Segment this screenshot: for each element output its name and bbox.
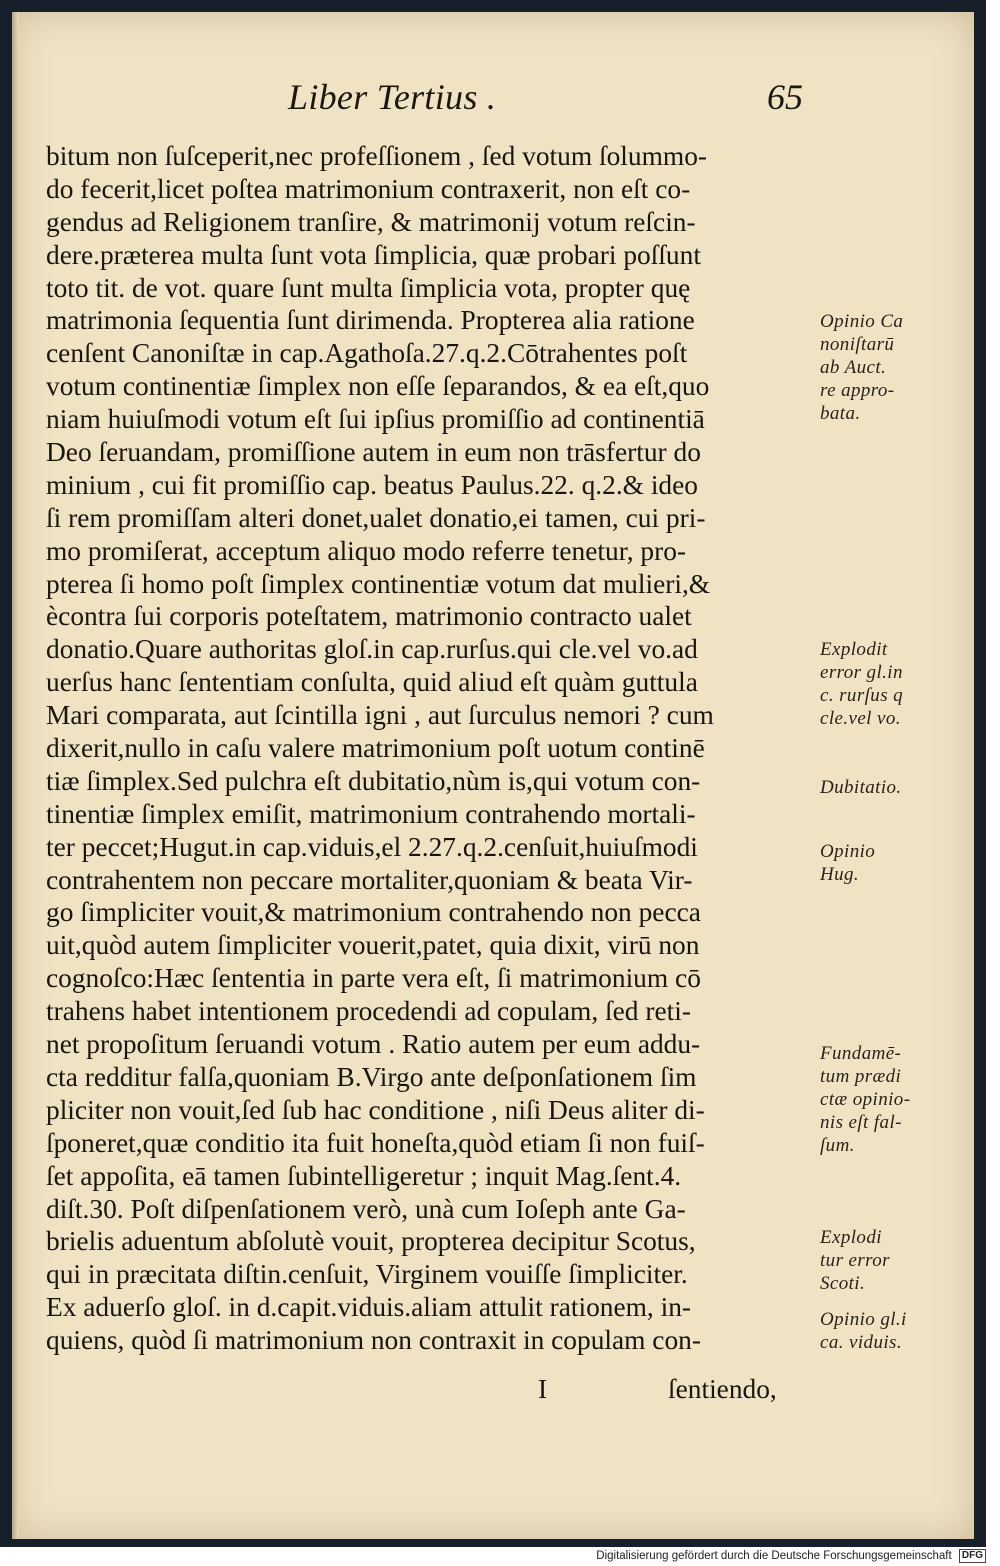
margin-note-line: Opinio (820, 841, 876, 862)
running-head: Liber Tertius . (288, 77, 497, 117)
margin-note-line: tur error (820, 1250, 890, 1271)
credit-text: Digitalisierung gefördert durch die Deutsche Forschungsgemeinschaft (596, 1550, 952, 1562)
text-line: Deo ſeruandam, promiſſione autem in eum non trāsfertur do (46, 437, 701, 468)
margin-note (820, 638, 970, 730)
margin-note-line: ctæ opinio- (820, 1089, 911, 1110)
text-line: mo promiſerat, acceptum aliquo modo referre tenetur, pro- (46, 535, 687, 566)
margin-note (820, 776, 970, 799)
margin-note (820, 1042, 970, 1157)
margin-note-line: nis eſt fal- (820, 1112, 902, 1133)
text-line: pliciter non vouit,ſed ſub hac conditione , niſi Deus aliter di- (46, 1094, 705, 1125)
margin-note-line: tum prædi (820, 1066, 902, 1087)
book-page (12, 12, 974, 1539)
text-line: uit,quòd autem ſimpliciter vouerit,patet, quia dixit, virū non (46, 930, 700, 961)
body-text (46, 140, 816, 1357)
text-line: toto tit. de vot. quare ſunt multa ſimplicia vota, propter quę (46, 272, 691, 303)
margin-note (820, 1308, 970, 1354)
text-line: tinentiæ ſimplex emiſit, matrimonium contrahendo mortali- (46, 798, 696, 829)
text-line: do fecerit,licet poſtea matrimonium contraxerit, non eſt co- (46, 173, 691, 204)
catchword: ſentiendo, (668, 1374, 777, 1404)
text-line: dere.præterea multa ſunt vota ſimplicia, quæ probari poſſunt (46, 239, 701, 270)
margin-note (820, 310, 970, 425)
text-line: matrimonia ſequentia ſunt dirimenda. Propterea alia ratione (46, 305, 695, 336)
text-line: cta redditur falſa,quoniam B.Virgo ante deſponſationem ſim (46, 1061, 697, 1092)
text-line: votum continentiæ ſimplex non eſſe ſeparandos, & ea eſt,quo (46, 371, 710, 402)
margin-note-line: error gl.in (820, 662, 903, 683)
margin-note-line: Dubitatio. (820, 777, 902, 798)
text-line: niam huiuſmodi votum eſt ſui ipſius promiſſio ad continentiā (46, 404, 705, 435)
margin-note-line: Opinio Ca (820, 311, 904, 332)
text-line: tiæ ſimplex.Sed pulchra eſt dubitatio,nùm is,qui votum con- (46, 765, 701, 796)
text-line: bitum non ſuſceperit,nec profeſſionem , ſed votum ſolummo- (46, 141, 708, 171)
text-line: ſet appoſita, eā tamen ſubintelligeretur ; inquit Mag.ſent.4. (46, 1160, 682, 1191)
text-line: contrahentem non peccare mortaliter,quoniam & beata Vir- (46, 864, 693, 895)
page-number: 65 (767, 77, 803, 117)
text-line: qui in præcitata diſtin.cenſuit, Virginem vouiſſe ſimpliciter. (46, 1259, 688, 1290)
margin-note-line: Hug. (820, 864, 860, 885)
margin-note-line: ab Auct. (820, 357, 887, 378)
margin-note-line: cle.vel vo. (820, 708, 901, 729)
text-line: net propoſitum ſeruandi votum . Ratio autem per eum addu- (46, 1029, 701, 1060)
text-line: minium , cui fit promiſſio cap. beatus Paulus.22. q.2.& ideo (46, 469, 698, 500)
text-line: ſponeret,quæ conditio ita fuit honeſta,quòd etiam ſi non fuiſ- (46, 1127, 705, 1158)
text-line: trahens habet intentionem procedendi ad copulam, ſed reti- (46, 996, 691, 1027)
text-line: quiens, quòd ſi matrimonium non contraxit in copulam con- (46, 1325, 701, 1356)
text-line: gendus ad Religionem tranſire, & matrimonij votum reſcin- (46, 206, 696, 237)
signature-mark: I (538, 1374, 548, 1404)
margin-note (820, 840, 970, 886)
text-line: ècontra ſui corporis poteſtatem, matrimonio contracto ualet (46, 601, 692, 632)
margin-note-line: c. rurſus q (820, 685, 904, 706)
margin-note-line: re appro- (820, 380, 895, 401)
text-line: dixerit,nullo in caſu valere matrimonium poſt uotum continē (46, 733, 705, 764)
text-line: Ex aduerſo gloſ. in d.capit.viduis.aliam attulit rationem, in- (46, 1292, 692, 1323)
margin-note-line: Fundamē- (820, 1043, 902, 1064)
dfg-logo: DFG (959, 1549, 986, 1563)
margin-note (820, 1226, 970, 1295)
text-line: ter peccet;Hugut.in cap.viduis,el 2.27.q.2.cenſuit,huiuſmodi (46, 831, 698, 862)
text-line: uerſus hanc ſententiam conſulta, quid aliud eſt quàm guttula (46, 667, 698, 698)
page-spine-edge (12, 12, 19, 1539)
text-line: ſi rem promiſſam alteri donet,ualet donatio,ei tamen, cui pri- (46, 502, 706, 533)
margin-note-line: bata. (820, 403, 861, 424)
text-line: donatio.Quare authoritas gloſ.in cap.rurſus.qui cle.vel vo.ad (46, 634, 698, 665)
text-line: cognoſco:Hæc ſententia in parte vera eſt, ſi matrimonium cō (46, 963, 701, 994)
text-line: brielis aduentum abſolutè vouit, propterea decipitur Scotus, (46, 1226, 696, 1257)
digitization-credit (0, 1547, 986, 1566)
margin-note-line: ſum. (820, 1135, 855, 1156)
margin-note-line: Scoti. (820, 1273, 866, 1294)
text-line: go ſimpliciter vouit,& matrimonium contrahendo non pecca (46, 897, 701, 928)
margin-note-line: Explodi (820, 1227, 882, 1248)
margin-note-line: Opinio gl.i (820, 1309, 907, 1330)
text-line: diſt.30. Poſt diſpenſationem verò, unà cum Ioſeph ante Ga- (46, 1193, 686, 1224)
margin-note-line: Explodit (820, 639, 888, 660)
text-line: Mari comparata, aut ſcintilla igni , aut ſurculus nemori ? cum (46, 700, 714, 731)
margin-note-line: ca. viduis. (820, 1332, 902, 1353)
text-line: cenſent Canoniſtæ in cap.Agathoſa.27.q.2.Cōtrahentes poſt (46, 338, 688, 369)
margin-note-line: noniſtarū (820, 334, 895, 355)
text-line: pterea ſi homo poſt ſimplex continentiæ votum dat mulieri,& (46, 568, 711, 599)
